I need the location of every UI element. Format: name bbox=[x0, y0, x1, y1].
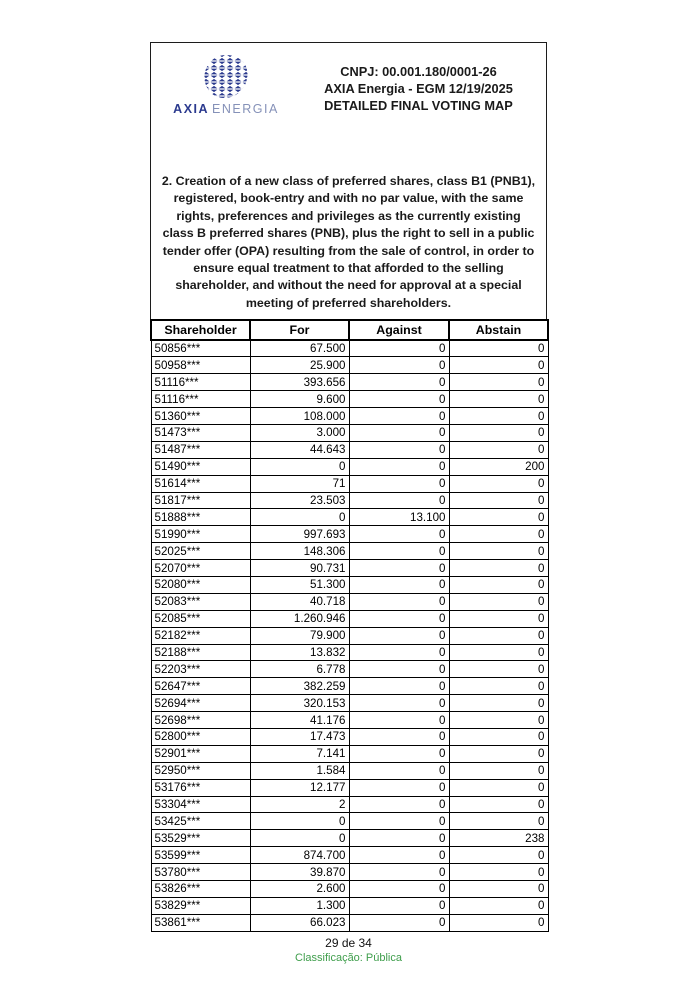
table-row bbox=[151, 441, 548, 458]
cell-shareholder: 53425*** bbox=[151, 813, 250, 830]
column-header: Abstain bbox=[449, 320, 548, 340]
cell-value: 393.656 bbox=[250, 374, 349, 391]
cell-shareholder: 52080*** bbox=[151, 576, 250, 593]
cell-value: 0 bbox=[349, 576, 449, 593]
cell-value: 0 bbox=[449, 695, 548, 712]
cell-value: 0 bbox=[349, 391, 449, 408]
cell-value: 0 bbox=[349, 678, 449, 695]
table-row bbox=[151, 914, 548, 931]
cell-shareholder: 52188*** bbox=[151, 644, 250, 661]
cell-value: 0 bbox=[349, 492, 449, 509]
cell-value: 0 bbox=[349, 914, 449, 931]
proposal-text: 2. Creation of a new class of preferred shares, class B1 (PNB1), registered, book-entry and with no par value, with the same rights, preferences and privileges as the currently existing class B preferred shares (PNB), plus the right to sell in a public tender offer (OPA) resulting from the sale of control, in order to ensure equal treatment to that afforded to the selling shareholder, and without the need for approval at a special meeting of preferred shareholders. bbox=[161, 174, 536, 310]
cell-value: 0 bbox=[349, 661, 449, 678]
cell-value: 67.500 bbox=[250, 340, 349, 357]
table-row bbox=[151, 593, 548, 610]
table-row bbox=[151, 492, 548, 509]
cell-value: 0 bbox=[449, 779, 548, 796]
cell-value: 71 bbox=[250, 475, 349, 492]
table-row bbox=[151, 847, 548, 864]
cell-shareholder: 52800*** bbox=[151, 728, 250, 745]
cell-value: 0 bbox=[449, 762, 548, 779]
cell-shareholder: 53826*** bbox=[151, 881, 250, 898]
table-row bbox=[151, 408, 548, 425]
table-row bbox=[151, 458, 548, 475]
cell-value: 0 bbox=[449, 712, 548, 729]
cell-shareholder: 52083*** bbox=[151, 593, 250, 610]
cell-shareholder: 52647*** bbox=[151, 678, 250, 695]
cell-value: 12.177 bbox=[250, 779, 349, 796]
cell-value: 0 bbox=[449, 526, 548, 543]
table-row bbox=[151, 661, 548, 678]
cell-value: 0 bbox=[449, 745, 548, 762]
cell-value: 0 bbox=[349, 847, 449, 864]
cell-value: 0 bbox=[349, 779, 449, 796]
cell-value: 0 bbox=[349, 357, 449, 374]
cell-value: 0 bbox=[449, 391, 548, 408]
cell-value: 0 bbox=[449, 678, 548, 695]
cell-value: 0 bbox=[349, 593, 449, 610]
table-row bbox=[151, 728, 548, 745]
cell-value: 0 bbox=[449, 424, 548, 441]
classification-label: Classificação: Pública bbox=[295, 952, 402, 964]
table-row bbox=[151, 897, 548, 914]
cell-value: 0 bbox=[349, 475, 449, 492]
table-row bbox=[151, 509, 548, 526]
cell-value: 0 bbox=[349, 796, 449, 813]
cell-value: 108.000 bbox=[250, 408, 349, 425]
cell-shareholder: 50958*** bbox=[151, 357, 250, 374]
table-row bbox=[151, 678, 548, 695]
cell-value: 997.693 bbox=[250, 526, 349, 543]
cell-value: 0 bbox=[349, 526, 449, 543]
cnpj-line: CNPJ: 00.001.180/0001-26 bbox=[340, 64, 497, 79]
cell-shareholder: 52203*** bbox=[151, 661, 250, 678]
cell-value: 40.718 bbox=[250, 593, 349, 610]
cell-value: 0 bbox=[349, 881, 449, 898]
cell-value: 39.870 bbox=[250, 864, 349, 881]
cell-value: 90.731 bbox=[250, 560, 349, 577]
voting-table-body bbox=[151, 340, 548, 932]
cell-value: 51.300 bbox=[250, 576, 349, 593]
table-row bbox=[151, 424, 548, 441]
table-row bbox=[151, 391, 548, 408]
table-row bbox=[151, 340, 548, 357]
cell-shareholder: 51487*** bbox=[151, 441, 250, 458]
cell-shareholder: 50856*** bbox=[151, 340, 250, 357]
cell-value: 2.600 bbox=[250, 881, 349, 898]
cell-value: 0 bbox=[349, 408, 449, 425]
cell-value: 0 bbox=[349, 560, 449, 577]
table-row bbox=[151, 881, 548, 898]
cell-value: 0 bbox=[349, 627, 449, 644]
table-row bbox=[151, 357, 548, 374]
cell-value: 0 bbox=[449, 374, 548, 391]
cell-value: 0 bbox=[449, 728, 548, 745]
table-row bbox=[151, 796, 548, 813]
cell-value: 0 bbox=[449, 357, 548, 374]
cell-value: 0 bbox=[449, 340, 548, 357]
cell-shareholder: 51473*** bbox=[151, 424, 250, 441]
cell-value: 238 bbox=[449, 830, 548, 847]
table-row bbox=[151, 526, 548, 543]
voting-table bbox=[150, 319, 549, 932]
cell-shareholder: 53829*** bbox=[151, 897, 250, 914]
cell-shareholder: 53599*** bbox=[151, 847, 250, 864]
cell-value: 0 bbox=[449, 644, 548, 661]
cell-value: 0 bbox=[349, 728, 449, 745]
cell-value: 1.300 bbox=[250, 897, 349, 914]
cell-value: 0 bbox=[449, 492, 548, 509]
document-header-text bbox=[301, 54, 546, 114]
cell-value: 25.900 bbox=[250, 357, 349, 374]
cell-value: 13.100 bbox=[349, 509, 449, 526]
cell-shareholder: 51490*** bbox=[151, 458, 250, 475]
cell-shareholder: 52901*** bbox=[151, 745, 250, 762]
cell-value: 0 bbox=[449, 576, 548, 593]
table-row bbox=[151, 745, 548, 762]
company-logo bbox=[151, 54, 301, 116]
cell-value: 0 bbox=[250, 509, 349, 526]
cell-value: 0 bbox=[449, 914, 548, 931]
table-row bbox=[151, 813, 548, 830]
cell-value: 0 bbox=[449, 661, 548, 678]
cell-value: 0 bbox=[449, 796, 548, 813]
table-row bbox=[151, 627, 548, 644]
page-footer bbox=[150, 936, 547, 964]
cell-value: 0 bbox=[349, 458, 449, 475]
cell-value: 7.141 bbox=[250, 745, 349, 762]
table-row bbox=[151, 543, 548, 560]
cell-value: 2 bbox=[250, 796, 349, 813]
table-row bbox=[151, 610, 548, 627]
cell-value: 79.900 bbox=[250, 627, 349, 644]
cell-value: 0 bbox=[449, 441, 548, 458]
voting-table-header-row bbox=[151, 320, 548, 340]
cell-value: 0 bbox=[449, 593, 548, 610]
header-box bbox=[150, 42, 547, 320]
cell-value: 0 bbox=[349, 830, 449, 847]
cell-shareholder: 53780*** bbox=[151, 864, 250, 881]
logo-brand-secondary-text: ENERGIA bbox=[212, 102, 279, 116]
cell-value: 0 bbox=[449, 881, 548, 898]
table-row bbox=[151, 712, 548, 729]
cell-value: 0 bbox=[349, 745, 449, 762]
cell-shareholder: 52085*** bbox=[151, 610, 250, 627]
cell-shareholder: 52950*** bbox=[151, 762, 250, 779]
table-row bbox=[151, 695, 548, 712]
cell-value: 0 bbox=[449, 627, 548, 644]
cell-value: 0 bbox=[349, 712, 449, 729]
logo-brand-primary-text: AXIA bbox=[173, 102, 210, 116]
cell-value: 0 bbox=[349, 610, 449, 627]
cell-shareholder: 53304*** bbox=[151, 796, 250, 813]
cell-value: 6.778 bbox=[250, 661, 349, 678]
cell-value: 148.306 bbox=[250, 543, 349, 560]
cell-value: 0 bbox=[349, 441, 449, 458]
cell-shareholder: 51116*** bbox=[151, 374, 250, 391]
cell-value: 320.153 bbox=[250, 695, 349, 712]
cell-value: 0 bbox=[349, 897, 449, 914]
cell-shareholder: 52025*** bbox=[151, 543, 250, 560]
cell-value: 13.832 bbox=[250, 644, 349, 661]
cell-value: 3.000 bbox=[250, 424, 349, 441]
cell-value: 0 bbox=[349, 695, 449, 712]
header-top bbox=[151, 43, 546, 116]
document-title: DETAILED FINAL VOTING MAP bbox=[324, 98, 513, 113]
cell-shareholder: 53861*** bbox=[151, 914, 250, 931]
cell-value: 0 bbox=[349, 762, 449, 779]
logo-sphere-icon bbox=[202, 54, 250, 100]
cell-value: 9.600 bbox=[250, 391, 349, 408]
cell-value: 1.584 bbox=[250, 762, 349, 779]
cell-value: 0 bbox=[449, 509, 548, 526]
meeting-line: AXIA Energia - EGM 12/19/2025 bbox=[324, 81, 513, 96]
table-row bbox=[151, 864, 548, 881]
cell-value: 1.260.946 bbox=[250, 610, 349, 627]
cell-value: 0 bbox=[349, 864, 449, 881]
page-number: 29 de 34 bbox=[325, 936, 372, 950]
cell-value: 200 bbox=[449, 458, 548, 475]
table-row bbox=[151, 374, 548, 391]
cell-shareholder: 51360*** bbox=[151, 408, 250, 425]
cell-value: 44.643 bbox=[250, 441, 349, 458]
column-header: For bbox=[250, 320, 349, 340]
cell-value: 0 bbox=[349, 813, 449, 830]
cell-value: 0 bbox=[449, 543, 548, 560]
cell-shareholder: 52694*** bbox=[151, 695, 250, 712]
cell-value: 0 bbox=[250, 458, 349, 475]
cell-value: 0 bbox=[449, 813, 548, 830]
cell-value: 23.503 bbox=[250, 492, 349, 509]
cell-value: 0 bbox=[449, 864, 548, 881]
table-row bbox=[151, 475, 548, 492]
column-header: Against bbox=[349, 320, 449, 340]
cell-value: 0 bbox=[349, 424, 449, 441]
cell-shareholder: 51990*** bbox=[151, 526, 250, 543]
cell-value: 382.259 bbox=[250, 678, 349, 695]
cell-shareholder: 52698*** bbox=[151, 712, 250, 729]
cell-value: 0 bbox=[349, 374, 449, 391]
cell-value: 41.176 bbox=[250, 712, 349, 729]
table-row bbox=[151, 830, 548, 847]
cell-value: 17.473 bbox=[250, 728, 349, 745]
cell-shareholder: 53529*** bbox=[151, 830, 250, 847]
cell-value: 66.023 bbox=[250, 914, 349, 931]
cell-value: 0 bbox=[349, 543, 449, 560]
cell-shareholder: 51888*** bbox=[151, 509, 250, 526]
table-row bbox=[151, 644, 548, 661]
table-row bbox=[151, 560, 548, 577]
cell-value: 0 bbox=[349, 644, 449, 661]
table-row bbox=[151, 779, 548, 796]
table-row bbox=[151, 762, 548, 779]
cell-value: 0 bbox=[250, 813, 349, 830]
cell-shareholder: 52070*** bbox=[151, 560, 250, 577]
cell-shareholder: 53176*** bbox=[151, 779, 250, 796]
cell-value: 0 bbox=[449, 408, 548, 425]
cell-value: 874.700 bbox=[250, 847, 349, 864]
cell-value: 0 bbox=[250, 830, 349, 847]
cell-value: 0 bbox=[449, 847, 548, 864]
cell-value: 0 bbox=[449, 897, 548, 914]
logo-wordmark bbox=[173, 102, 279, 116]
cell-shareholder: 52182*** bbox=[151, 627, 250, 644]
cell-value: 0 bbox=[349, 340, 449, 357]
column-header: Shareholder bbox=[151, 320, 250, 340]
cell-value: 0 bbox=[449, 560, 548, 577]
cell-shareholder: 51817*** bbox=[151, 492, 250, 509]
table-row bbox=[151, 576, 548, 593]
cell-shareholder: 51614*** bbox=[151, 475, 250, 492]
cell-shareholder: 51116*** bbox=[151, 391, 250, 408]
cell-value: 0 bbox=[449, 475, 548, 492]
cell-value: 0 bbox=[449, 610, 548, 627]
